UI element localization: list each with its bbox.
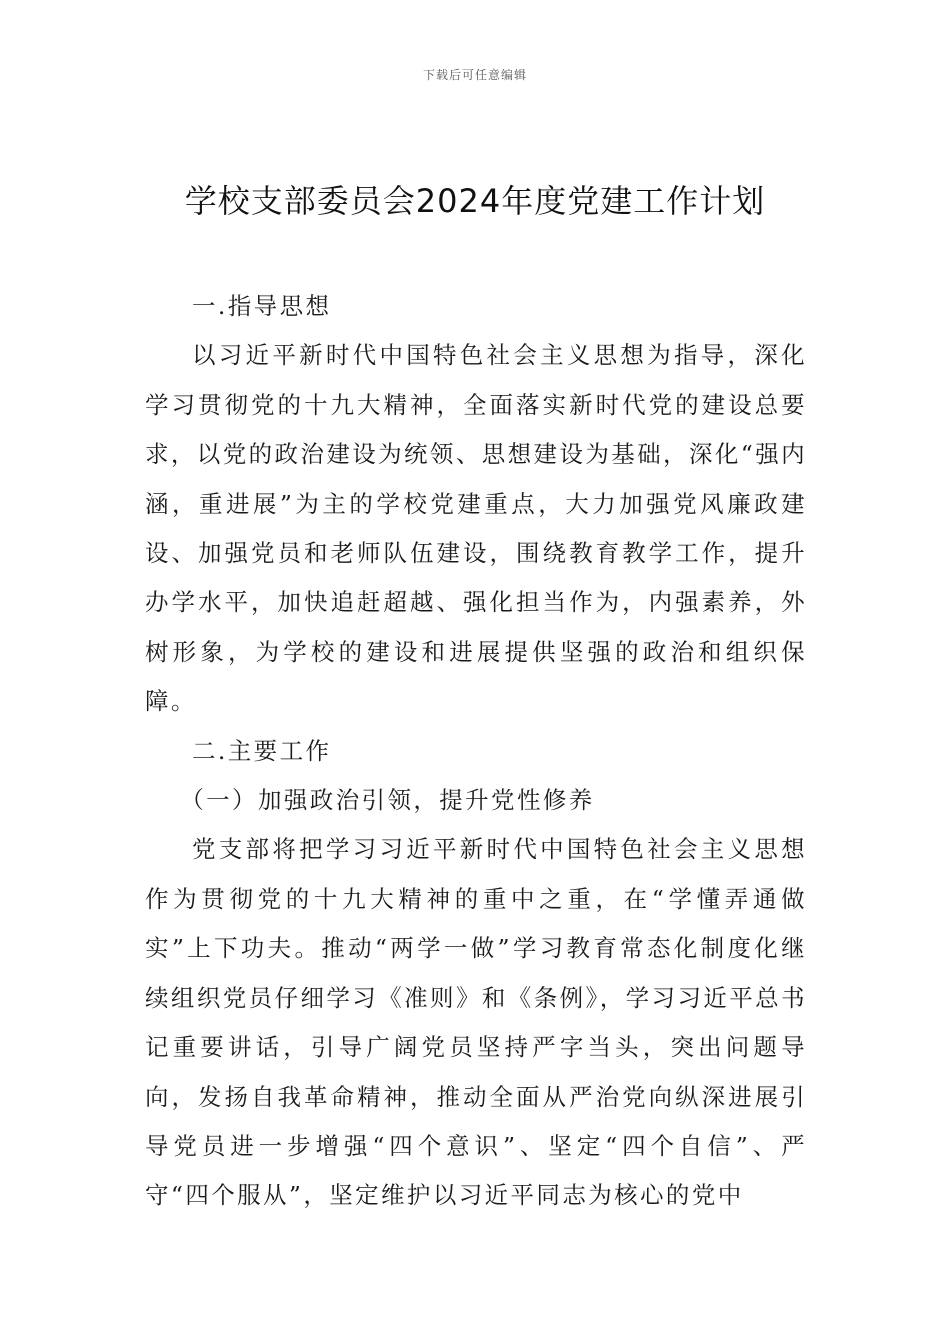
section-heading-main-work: 二.主要工作 (192, 736, 332, 765)
paragraph-guiding-ideology: 以习近平新时代中国特色社会主义思想为指导，深化学习贯彻党的十九大精神，全面落实新时代党的建设总要求，以党的政治建设为统领、思想建设为基础，深化“强内涵，重进展”为主的学校党建重点，大力加强党风廉政建设、加强党员和老师队伍建设，围绕教育教学工作，提升办学水平，加快追赶超越、强化担当作为，内强素养，外树形象，为学校的建设和进展提供坚强的政治和组织保障。 (145, 341, 807, 716)
document-title: 学校支部委员会2024年度党建工作计划 (184, 182, 766, 220)
header-note: 下载后可任意编辑 (422, 68, 527, 82)
document-body (145, 282, 807, 1221)
section-heading-guiding-ideology: 一.指导思想 (192, 292, 332, 320)
paragraph-political-guidance: 党支部将把学习习近平新时代中国特色社会主义思想作为贯彻党的十九大精神的重中之重，在“学懂弄通做实”上下功夫。推动“两学一做”学习教育常态化制度化继续组织党员仔细学习《准则》和《条例》，学习习近平总书记重要讲话，引导广阔党员坚持严字当头，突出问题导向，发扬自我革命精神，推动全面从严治党向纵深进展引导党员进一步增强“四个意识”、坚定“四个自信”、严守“四个服从”，坚定维护以习近平同志为核心的党中 (145, 835, 807, 1210)
subsection-heading-political-guidance: （一）加强政治引领，提升党性修养 (180, 786, 595, 815)
